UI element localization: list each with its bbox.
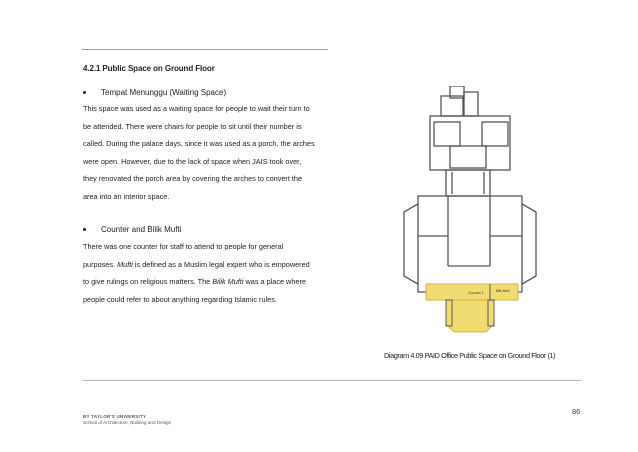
bullet-label: Tempat Menunggu (Waiting Space) [101, 88, 227, 97]
plan-room [482, 122, 508, 146]
text-line: people could refer to about anything regarding Islamic rules. [83, 294, 277, 304]
term-bilik-mufti: Bilik Mufti [212, 277, 244, 287]
bullet-counter-mufti [83, 225, 181, 234]
plan-wing-upper [430, 116, 510, 170]
page-number: 86 [572, 407, 581, 416]
plan-room [450, 146, 486, 168]
text-line: they renovated the porch area by covering the arches to convert the [83, 174, 303, 184]
top-rule [82, 49, 328, 50]
bullet-dot [83, 228, 86, 231]
highlight-porch [446, 300, 494, 332]
paragraph-waiting-space [83, 100, 328, 206]
diagram-caption: Diagram 4.09 PAID Office Public Space on Ground Floor (1) [384, 351, 556, 360]
text-line [83, 256, 328, 274]
label-counter: Counter 1 [468, 291, 484, 295]
text-span: was a place where [243, 277, 306, 287]
bullet-dot [83, 91, 86, 94]
text-line: area into an interior space. [83, 191, 170, 201]
plan-room [441, 96, 463, 116]
text-line: called. During the palace days, since it was used as a porch, the arches [83, 139, 315, 149]
section-heading: 4.2.1 Public Space on Ground Floor [83, 64, 215, 73]
floor-plan-diagram [390, 86, 550, 341]
plan-room [464, 92, 478, 116]
footer-rule [82, 380, 582, 381]
plan-room [434, 122, 460, 146]
bullet-waiting-space [83, 88, 226, 97]
plan-main-block [404, 196, 536, 292]
text-span: purposes. [83, 259, 118, 269]
text-span: is defined as a Muslim legal expert who is empowered [132, 259, 310, 269]
university-logo [83, 414, 171, 425]
text-line: were open. However, due to the lack of space when JAIS took over, [83, 156, 302, 166]
paragraph-counter-mufti [83, 238, 328, 308]
bullet-label: Counter and Bilik Mufti [101, 225, 182, 234]
label-bilik-mufti: Bilik Mufti [496, 289, 510, 293]
logo-line: School of Architecture, Building and Design [83, 419, 172, 425]
term-mufti: Mufti [117, 259, 133, 269]
text-line: This space was used as a waiting space for people to wait their turn to [83, 104, 310, 113]
text-line: There was one counter for staff to attend to people for general [83, 242, 284, 251]
text-line [83, 273, 328, 291]
logo-line: BY TAYLOR'S UNIVERSITY [83, 414, 147, 419]
text-span: to give rulings on religious matters. The [83, 277, 213, 287]
text-line: be attended. There were chairs for people to sit until their number is [83, 121, 302, 131]
